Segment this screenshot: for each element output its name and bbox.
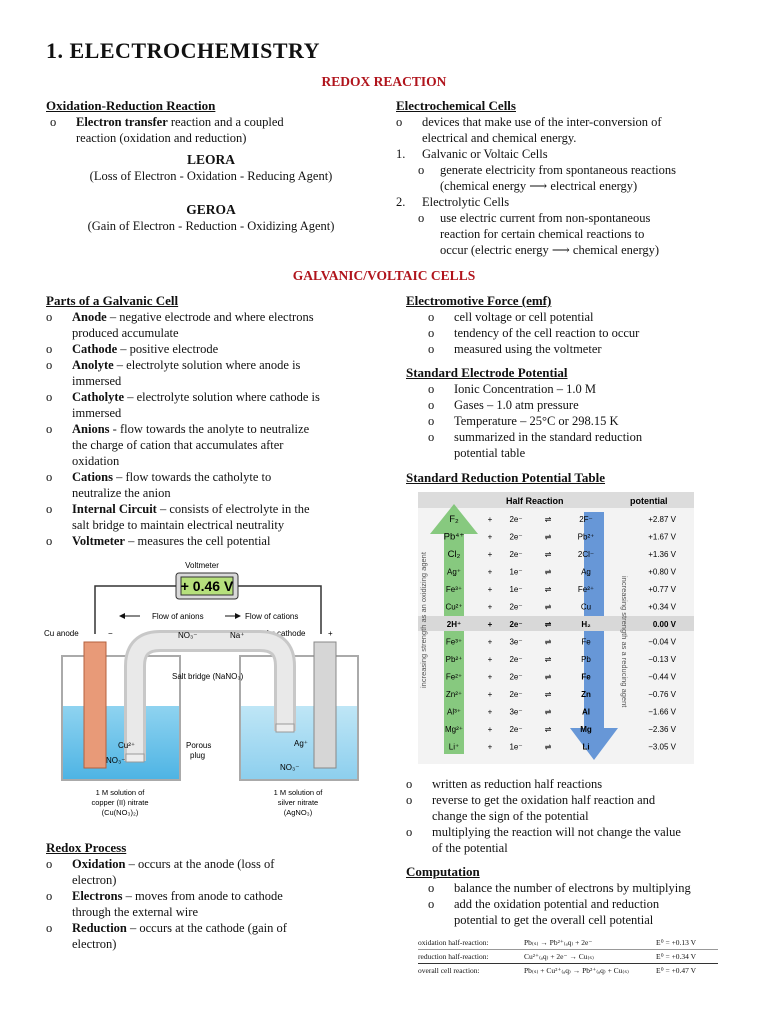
srpt-cell: −0.76 V: [648, 690, 676, 699]
srpt-cell: Al³⁺: [447, 707, 461, 717]
sep-list: o Ionic Concentration – 1.0 M o Gases – 1.0 atm pressure o Temperature – 25°C or 298.15 K o summarized in the standard reduction potential table: [428, 382, 643, 460]
srpt-cell: 2e⁻: [509, 655, 523, 664]
srpt-cell: Li⁺: [448, 742, 460, 752]
srpt-cell: 2e⁻: [509, 602, 523, 612]
srpt-cell: 2e⁻: [509, 620, 523, 629]
parts-list: [46, 309, 376, 549]
list-item: o Oxidation – occurs at the anode (loss of electron): [46, 857, 275, 887]
computation-equations: oxidation half-reaction: Pb₍ₛ₎ → Pb²⁺₍ₐq₎ + 2e⁻ E⁰ = +0.13 V reduction half-reaction: Cu²⁺₍ₐq₎ + 2e⁻ → Cu₍ₛ₎ E⁰ = +0.34 V overall cell reaction: Pb₍ₛ₎ + Cu²⁺₍ₐq₎ → Pb²⁺₍ₐq₎ + Cu₍ₛ₎ E⁰ = +0.47 V: [418, 936, 718, 977]
echem-block: [396, 98, 736, 258]
section-galvanic: GALVANIC/VOLTAIC CELLS: [292, 268, 476, 283]
echem-item-2: 2. Electrolytic Cells: [396, 195, 510, 209]
list-item: o Anolyte – electrolyte solution where anode is immersed: [46, 358, 301, 388]
parts-block: [46, 293, 376, 549]
srpt-cell: −1.66 V: [648, 707, 676, 717]
srpt-cell: Fe: [581, 672, 591, 682]
col-half-reaction: Half Reaction: [506, 496, 564, 506]
srpt-cell: Mg: [580, 725, 592, 734]
srpt-cell: +: [487, 725, 493, 734]
redox-process-list: [46, 856, 376, 952]
galvanic-cell-diagram: [40, 556, 370, 826]
srpt-cell: ⇌: [544, 725, 552, 734]
list-item: o Cathode – positive electrode: [46, 342, 219, 356]
svg-text:1 M solution of: 1 M solution of: [273, 788, 323, 797]
srpt-cell: 2e⁻: [509, 672, 523, 682]
svg-text:(AgNO₃): (AgNO₃): [283, 808, 313, 817]
srpt-cell: +: [487, 515, 493, 524]
list-item: o Anode – negative electrode and where electrons produced accumulate: [46, 310, 314, 340]
col-potential: potential: [630, 496, 668, 506]
srpt-cell: ⇌: [544, 672, 552, 682]
srpt-cell: 3e⁻: [509, 637, 523, 647]
srpt-cell: +: [487, 672, 493, 682]
svg-text:plug: plug: [190, 751, 206, 760]
srpt-cell: +: [487, 585, 493, 594]
emf-heading: Electromotive Force (emf): [406, 293, 552, 308]
srpt-cell: −0.13 V: [648, 655, 676, 664]
srpt-cell: ⇌: [544, 690, 552, 699]
srpt-cell: 1e⁻: [509, 585, 523, 594]
computation-list: o balance the number of electrons by multiplying o add the oxidation potential and reduction potential to get the overall cell potential: [428, 881, 691, 927]
srpt-cell: 2H⁺: [446, 620, 462, 629]
srpt-cell: Zn: [581, 690, 591, 699]
flow-cations-label: Flow of cations: [245, 612, 299, 621]
ox-red-heading: Oxidation-Reduction Reaction: [46, 98, 216, 113]
srpt-cell: +: [487, 550, 493, 559]
srpt-cell: −0.04 V: [648, 637, 676, 647]
srpt-cell: +1.36 V: [648, 550, 676, 559]
list-item: o tendency of the cell reaction to occur: [428, 326, 640, 340]
flow-anions-label: Flow of anions: [152, 612, 204, 621]
srpt-cell: 2Cl⁻: [577, 550, 595, 559]
section-redox-reaction: REDOX REACTION: [321, 74, 447, 89]
srpt-cell: +: [487, 690, 493, 699]
ox-red-bullet: o Electron transfer reaction and a coupled reaction (oxidation and reduction): [50, 115, 284, 145]
svg-text:Na⁺: Na⁺: [230, 631, 245, 640]
ag-cathode-label: Ag cathode: [265, 629, 306, 638]
cu-anode-label: Cu anode: [44, 629, 79, 638]
silver-electrode: [314, 642, 336, 768]
echem-item-1-sub: o generate electricity from spontaneous reactions (chemical energy ⟶ electrical energy): [418, 163, 677, 193]
srpt-cell: 2F⁻: [579, 515, 593, 524]
svg-text:NO₃⁻: NO₃⁻: [280, 763, 300, 772]
srpt-cell: +: [487, 707, 493, 717]
srpt-cell: +: [487, 742, 493, 752]
srpt-cell: +: [487, 532, 493, 542]
echem-bullet: o devices that make use of the inter-conversion of electrical and chemical energy.: [396, 115, 662, 145]
geroa-title: GEROA: [186, 202, 236, 217]
srpt-cell: +0.80 V: [648, 567, 676, 577]
svg-text:−: −: [108, 629, 113, 638]
echem-heading: Electrochemical Cells: [396, 98, 516, 113]
srpt-cell: Pb²⁺: [577, 532, 595, 542]
list-item: o Electrons – moves from anode to cathode through the external wire: [46, 889, 283, 919]
srpt-cell: Al: [582, 707, 590, 717]
srpt-cell: 0.00 V: [652, 620, 676, 629]
srpt-cell: 2e⁻: [509, 515, 523, 524]
srpt-cell: H₂: [581, 620, 591, 629]
copper-electrode: [84, 642, 106, 768]
leora-desc: (Loss of Electron - Oxidation - Reducing Agent): [89, 169, 333, 183]
list-item: o Anions - flow towards the anolyte to neutralize the charge of cation that accumulates after oxidation: [46, 422, 310, 468]
computation-heading: Computation: [406, 864, 480, 879]
srpt-cell: ⇌: [544, 637, 552, 647]
srpt-cell: ⇌: [544, 707, 552, 717]
srpt-cell: Ag: [581, 567, 591, 577]
srpt-cell: F₂: [449, 514, 459, 525]
srpt-cell: Zn²⁺: [445, 690, 463, 699]
svg-text:(Cu(NO₃)₂): (Cu(NO₃)₂): [101, 808, 139, 817]
srpt-cell: −2.36 V: [648, 725, 676, 734]
svg-text:copper (II) nitrate: copper (II) nitrate: [91, 798, 149, 807]
list-item: o Reduction – occurs at the cathode (gain of electron): [46, 921, 287, 951]
redox-process-heading: Redox Process: [46, 840, 127, 855]
salt-bridge-label: Salt bridge (NaNO₃): [172, 672, 244, 681]
srpt-cell: Fe²⁺: [577, 585, 595, 594]
srpt-cell: ⇌: [544, 567, 552, 577]
srpt-cell: 3e⁻: [509, 707, 523, 717]
srpt-cell: 2e⁻: [509, 532, 523, 542]
srpt-cell: +: [487, 602, 493, 612]
srpt-cell: +0.77 V: [648, 585, 676, 594]
srpt-cell: Li: [582, 742, 590, 752]
srpt-cell: +0.34 V: [648, 602, 676, 612]
srpt-cell: Fe³⁺: [445, 585, 463, 594]
srpt-cell: Fe²⁺: [445, 672, 463, 682]
page-title: 1. ELECTROCHEMISTRY: [46, 38, 320, 63]
srpt-cell: +2.87 V: [648, 515, 676, 524]
srpt-cell: −0.44 V: [648, 672, 676, 682]
parts-heading: Parts of a Galvanic Cell: [46, 293, 179, 308]
svg-text:NO₃⁻: NO₃⁻: [106, 756, 126, 765]
srpt-cell: 2e⁻: [509, 550, 523, 559]
srpt-cell: Cu²⁺: [445, 602, 463, 612]
srpt-cell: ⇌: [544, 620, 552, 629]
srpt-cell: +1.67 V: [648, 532, 676, 542]
srpt-cell: +: [487, 567, 493, 577]
srpt-cell: Cl₂: [447, 549, 461, 560]
srpt-cell: ⇌: [544, 585, 552, 594]
svg-text:1 M solution of: 1 M solution of: [95, 788, 145, 797]
emf-block: [406, 293, 736, 486]
voltmeter-reading: + 0.46 V: [180, 578, 234, 594]
list-item: o cell voltage or cell potential: [428, 310, 594, 324]
srpt-cell: Fe³⁺: [445, 637, 463, 647]
list-item: o Cations – flow towards the catholyte to neutralize the anion: [46, 470, 272, 500]
emf-list: [428, 309, 736, 357]
srpt-cell: 1e⁻: [509, 567, 523, 577]
srpt-cell: +: [487, 637, 493, 647]
svg-text:increasing strength as a reduc: increasing strength as a reducing agent: [620, 576, 629, 708]
ox-red-block: [46, 98, 376, 234]
srpt-cell: 1e⁻: [509, 742, 523, 752]
redox-process-block: [46, 840, 376, 952]
svg-text:increasing strength as an oxid: increasing strength as an oxidizing agent: [419, 552, 428, 688]
list-item: o measured using the voltmeter: [428, 342, 602, 356]
list-item: o Catholyte – electrolyte solution where cathode is immersed: [46, 390, 320, 420]
sep-heading: Standard Electrode Potential: [406, 365, 568, 380]
list-item: o Voltmeter – measures the cell potential: [46, 534, 271, 548]
leora-title: LEORA: [186, 152, 235, 167]
srpt-cell: ⇌: [544, 602, 552, 612]
srpt-cell: ⇌: [544, 550, 552, 559]
srpt-notes: o written as reduction half reactions o reverse to get the oxidation half reaction and change the sign of the potential o multiplying the reaction will not change the value of the potential Computation o balance the number of electrons by multiplying o add the oxidation potential and reduction potential to get the overall cell potential: [406, 776, 736, 928]
geroa-desc: (Gain of Electron - Reduction - Oxidizing Agent): [87, 219, 335, 233]
srpt-cell: −3.05 V: [648, 742, 676, 752]
list-item: o Internal Circuit – consists of electrolyte in the salt bridge to maintain electrical neutrality: [46, 502, 310, 532]
srpt-cell: 2e⁻: [509, 725, 523, 734]
srpt-cell: Mg²⁺: [445, 725, 463, 734]
srpt-cell: Ag⁺: [446, 567, 462, 577]
srpt-cell: Cu: [580, 602, 592, 612]
srpt-cell: Pb⁴⁺: [443, 531, 465, 543]
srpt-cell: ⇌: [544, 532, 552, 542]
srpt-cell: +: [487, 620, 493, 629]
srpt-cell: 2e⁻: [509, 690, 523, 699]
echem-item-2-sub: o use electric current from non-spontaneous reaction for certain chemical reactions to occur (electric energy ⟶ chemical energy): [418, 211, 660, 257]
srpt-cell: ⇌: [544, 655, 552, 664]
srpt-table: [418, 492, 694, 764]
svg-text:Cu²⁺: Cu²⁺: [118, 741, 136, 750]
svg-text:NO₃⁻: NO₃⁻: [178, 631, 198, 640]
srpt-heading: Standard Reduction Potential Table: [406, 470, 606, 485]
voltmeter-label: Voltmeter: [185, 561, 219, 570]
srpt-cell: ⇌: [544, 515, 552, 524]
srpt-cell: Pb: [581, 655, 591, 664]
svg-text:silver nitrate: silver nitrate: [277, 798, 319, 807]
svg-text:Porous: Porous: [186, 741, 212, 750]
srpt-cell: ⇌: [544, 742, 552, 752]
srpt-cell: +: [487, 655, 493, 664]
srpt-cell: Pb²⁺: [445, 655, 463, 664]
svg-text:Ag⁺: Ag⁺: [294, 739, 309, 748]
echem-item-1: 1. Galvanic or Voltaic Cells: [396, 147, 548, 161]
srpt-svg: [418, 492, 694, 764]
svg-text:+: +: [328, 629, 333, 638]
srpt-cell: Fe: [581, 637, 591, 647]
